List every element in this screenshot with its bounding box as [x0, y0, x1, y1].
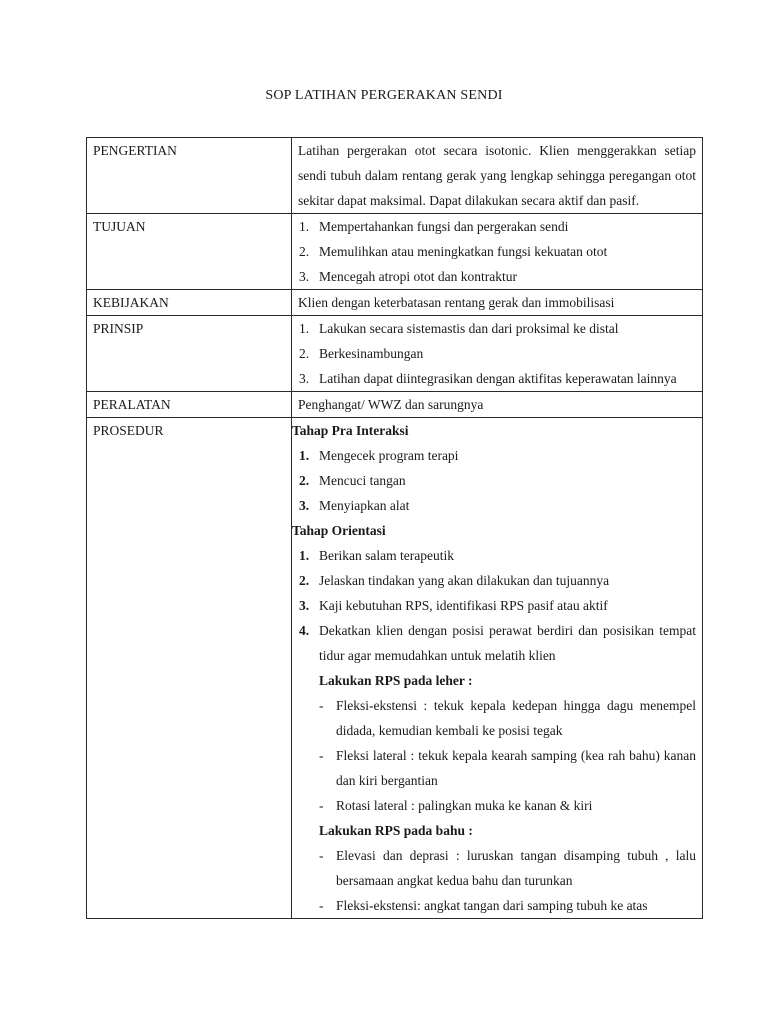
list-item [298, 366, 696, 391]
kebijakan-text: Klien dengan keterbatasan rentang gerak dan immobilisasi [292, 290, 703, 316]
subsection-heading: Lakukan RPS pada leher : [319, 673, 473, 688]
section-heading: Tahap Orientasi [292, 523, 386, 538]
sop-table [86, 137, 703, 919]
item-number: 1. [299, 448, 310, 463]
item-number: 3. [299, 498, 310, 513]
item-text: Kaji kebutuhan RPS, identifikasi RPS pasif atau aktif [319, 598, 608, 613]
list-item [298, 593, 696, 618]
item-text: Berkesinambungan [319, 346, 424, 361]
dash-bullet: - [319, 798, 324, 813]
item-number: 2. [299, 346, 310, 361]
row-prosedur [87, 418, 703, 919]
cell-prinsip [292, 316, 703, 392]
label-tujuan: TUJUAN [87, 214, 292, 290]
item-text: Berikan salam terapeutik [319, 548, 454, 563]
list-item [298, 468, 696, 493]
item-number: 1. [299, 548, 310, 563]
item-number: 1. [299, 321, 310, 336]
item-number: 3. [299, 371, 310, 386]
item-text: Fleksi-ekstensi: angkat tangan dari samping tubuh ke atas [336, 898, 648, 913]
cell-pengertian [292, 138, 703, 214]
label-peralatan: PERALATAN [87, 392, 292, 418]
list-item [298, 568, 696, 593]
row-prinsip [87, 316, 703, 392]
section-heading: Tahap Pra Interaksi [292, 423, 409, 438]
list-item [298, 264, 696, 289]
item-text: Mengecek program terapi [319, 448, 459, 463]
item-text: Mencuci tangan [319, 473, 406, 488]
dash-bullet: - [319, 898, 324, 913]
label-prinsip: PRINSIP [87, 316, 292, 392]
list-item [298, 543, 696, 568]
row-kebijakan [87, 290, 703, 316]
list-item [298, 793, 696, 818]
item-text: Latihan dapat diintegrasikan dengan aktifitas keperawatan lainnya [319, 371, 677, 386]
item-number: 4. [299, 623, 310, 638]
subsection-heading: Lakukan RPS pada bahu : [319, 823, 473, 838]
label-kebijakan: KEBIJAKAN [87, 290, 292, 316]
item-text: Menyiapkan alat [319, 498, 410, 513]
item-text: Fleksi-ekstensi : tekuk kepala kedepan hingga dagu menempel didada, kemudian kembali ke posisi tegak [336, 698, 696, 738]
list-item [298, 316, 696, 341]
item-text: Mencegah atropi otot dan kontraktur [319, 269, 517, 284]
list-item [298, 239, 696, 264]
label-pengertian: PENGERTIAN [87, 138, 292, 214]
row-pengertian [87, 138, 703, 214]
row-tujuan [87, 214, 703, 290]
list-item [298, 341, 696, 366]
dash-bullet: - [319, 848, 324, 863]
row-peralatan [87, 392, 703, 418]
dash-bullet: - [319, 748, 324, 763]
peralatan-text: Penghangat/ WWZ dan sarungnya [292, 392, 703, 418]
item-text: Mempertahankan fungsi dan pergerakan sendi [319, 219, 569, 234]
cell-prosedur [292, 418, 703, 919]
item-number: 2. [299, 473, 310, 488]
list-item [298, 493, 696, 518]
item-number: 2. [299, 244, 310, 259]
item-text: Fleksi lateral : tekuk kepala kearah samping (kea rah bahu) kanan dan kiri bergantian [336, 748, 696, 788]
pengertian-text: Latihan pergerakan otot secara isotonic. Klien menggerakkan setiap sendi tubuh dalam rentang gerak yang lengkap sehingga peregangan otot sekitar dapat maksimal. Dapat dilakukan secara aktif dan pasif. [298, 143, 696, 208]
list-item [298, 443, 696, 468]
item-number: 3. [299, 269, 310, 284]
list-item [298, 843, 696, 893]
item-text: Elevasi dan deprasi : luruskan tangan disamping tubuh , lalu bersamaan angkat kedua bahu dan turunkan [336, 848, 696, 888]
list-item [298, 743, 696, 793]
label-prosedur: PROSEDUR [87, 418, 292, 919]
item-number: 3. [299, 598, 310, 613]
item-text: Dekatkan klien dengan posisi perawat berdiri dan posisikan tempat tidur agar memudahkan untuk melatih klien [319, 623, 696, 663]
list-item [298, 618, 696, 668]
item-text: Jelaskan tindakan yang akan dilakukan dan tujuannya [319, 573, 610, 588]
list-item [298, 693, 696, 743]
item-text: Rotasi lateral : palingkan muka ke kanan & kiri [336, 798, 593, 813]
document-title: SOP LATIHAN PERGERAKAN SENDI [265, 88, 503, 103]
list-item [298, 893, 696, 918]
item-text: Memulihkan atau meningkatkan fungsi kekuatan otot [319, 244, 608, 259]
dash-bullet: - [319, 698, 324, 713]
item-text: Lakukan secara sistemastis dan dari proksimal ke distal [319, 321, 619, 336]
item-number: 1. [299, 219, 310, 234]
item-number: 2. [299, 573, 310, 588]
cell-tujuan [292, 214, 703, 290]
list-item [298, 214, 696, 239]
